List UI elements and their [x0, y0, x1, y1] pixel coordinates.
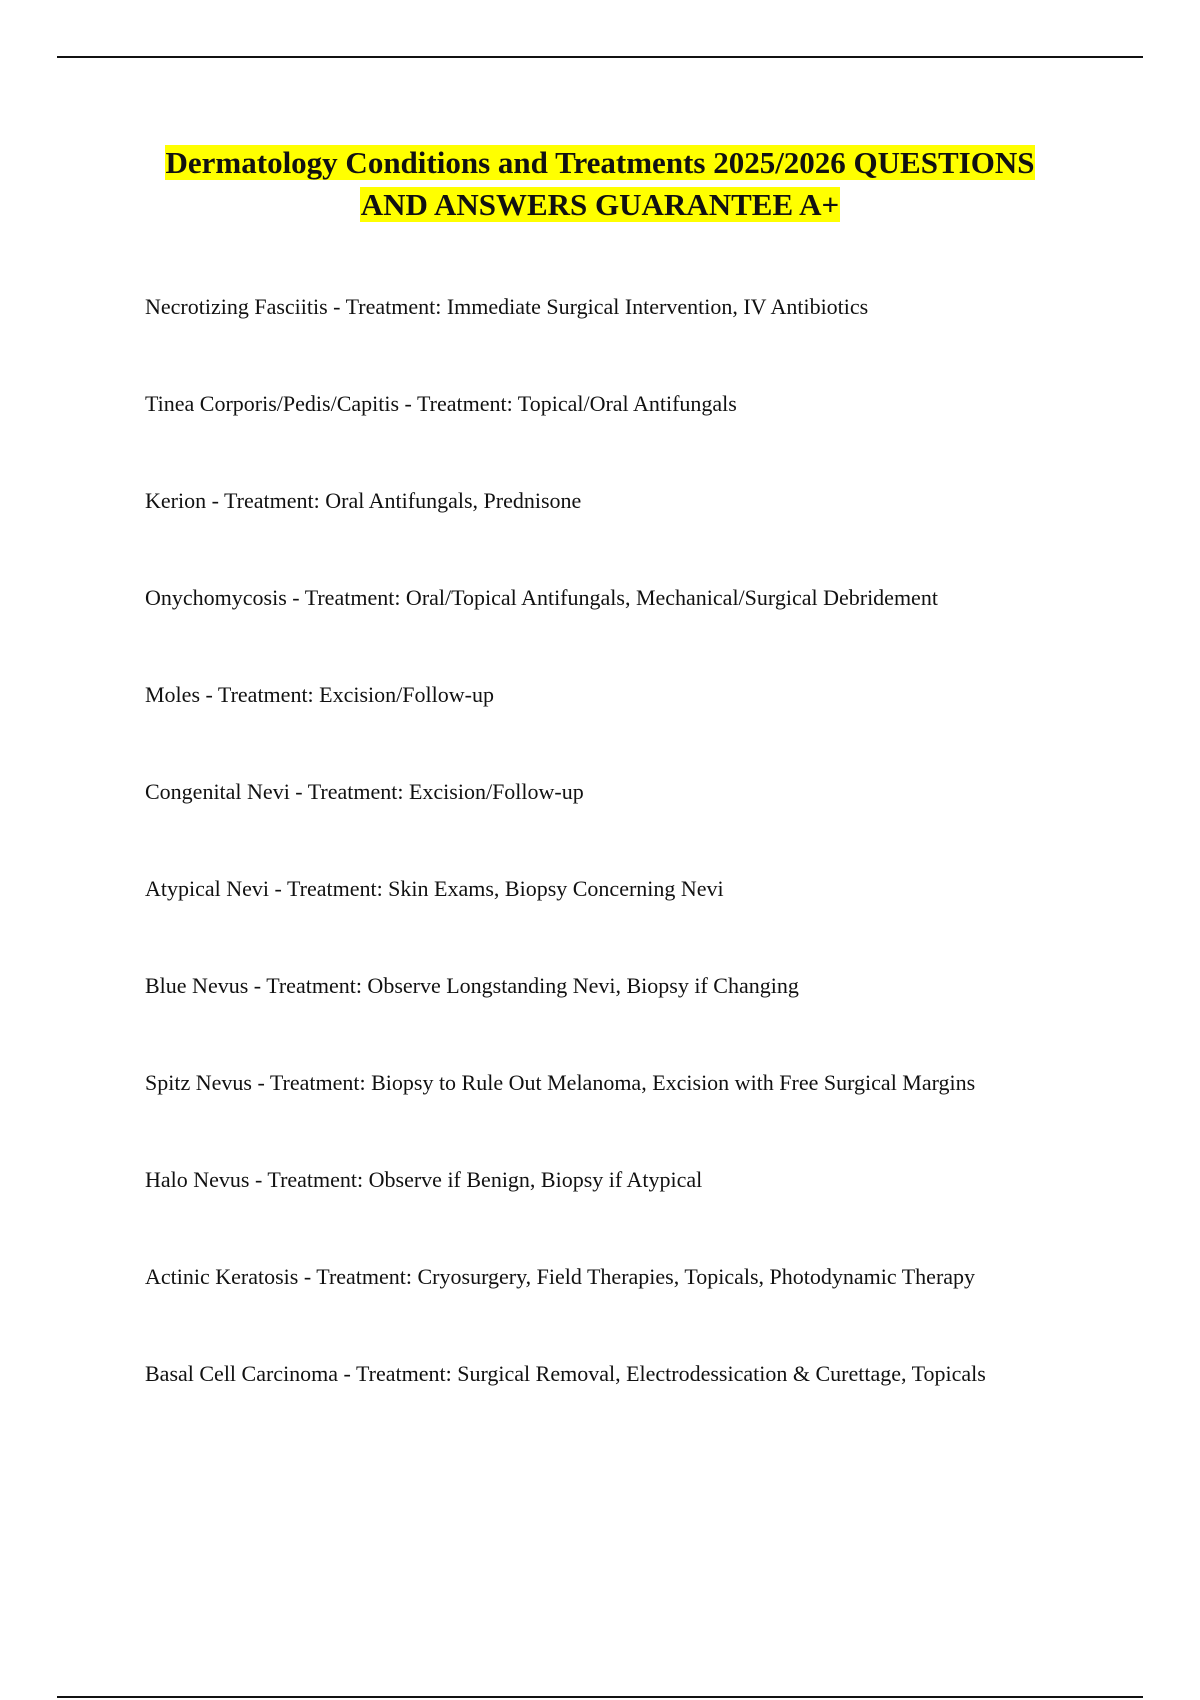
footer-rule — [57, 1696, 1143, 1698]
title-line-1: Dermatology Conditions and Treatments 2025/2026 QUESTIONS — [165, 145, 1035, 180]
title-line-2: AND ANSWERS GUARANTEE A+ — [360, 187, 840, 222]
list-item: Basal Cell Carcinoma - Treatment: Surgical Removal, Electrodessication & Curettage, Topicals — [145, 1361, 986, 1386]
list-item: Tinea Corporis/Pedis/Capitis - Treatment: Topical/Oral Antifungals — [145, 391, 737, 416]
document-title — [100, 142, 1100, 226]
header-rule — [57, 56, 1143, 58]
list-item: Moles - Treatment: Excision/Follow-up — [145, 682, 494, 707]
list-item: Actinic Keratosis - Treatment: Cryosurgery, Field Therapies, Topicals, Photodynamic Therapy — [145, 1264, 976, 1289]
treatment-list — [145, 294, 1105, 1458]
list-item: Halo Nevus - Treatment: Observe if Benign, Biopsy if Atypical — [145, 1167, 703, 1192]
list-item: Necrotizing Fasciitis - Treatment: Immediate Surgical Intervention, IV Antibiotics — [145, 294, 869, 319]
list-item: Congenital Nevi - Treatment: Excision/Follow-up — [145, 779, 584, 804]
list-item: Kerion - Treatment: Oral Antifungals, Prednisone — [145, 488, 582, 513]
list-item: Atypical Nevi - Treatment: Skin Exams, Biopsy Concerning Nevi — [145, 876, 724, 901]
list-item: Onychomycosis - Treatment: Oral/Topical Antifungals, Mechanical/Surgical Debridement — [145, 585, 938, 610]
list-item: Blue Nevus - Treatment: Observe Longstanding Nevi, Biopsy if Changing — [145, 973, 799, 998]
list-item: Spitz Nevus - Treatment: Biopsy to Rule Out Melanoma, Excision with Free Surgical Margins — [145, 1070, 976, 1095]
